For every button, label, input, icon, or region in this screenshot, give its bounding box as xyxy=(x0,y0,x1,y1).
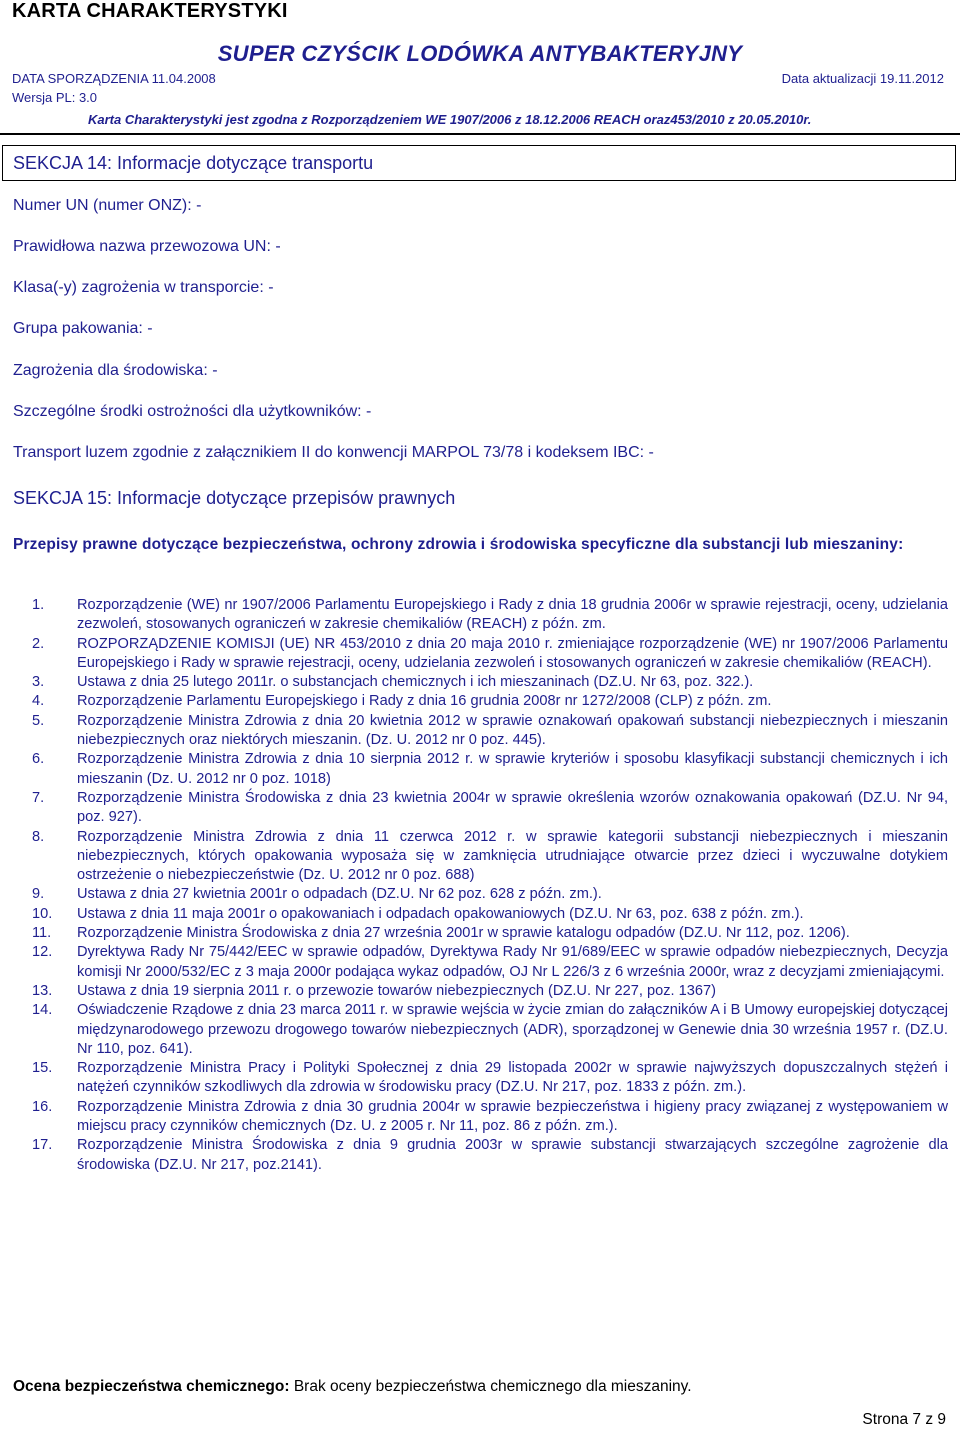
regulation-number: 8. xyxy=(32,828,45,845)
regulation-item xyxy=(32,828,948,886)
regulation-item xyxy=(32,789,948,828)
section14-title: SEKCJA 14: Informacje dotyczące transportu xyxy=(13,153,374,173)
regulation-number: 9. xyxy=(32,886,45,903)
field-bulk-transport: Transport luzem zgodnie z załącznikiem II do konwencji MARPOL 73/78 i kodeksem IBC: - xyxy=(13,444,654,461)
regulation-number: 4. xyxy=(32,693,45,710)
version-label: Wersja PL: 3.0 xyxy=(12,90,98,105)
field-packing-group: Grupa pakowania: - xyxy=(13,320,153,337)
regulation-number: 1. xyxy=(32,597,45,613)
field-environmental-hazards: Zagrożenia dla środowiska: - xyxy=(13,362,218,379)
regulation-number: 13. xyxy=(32,982,53,999)
regulation-text: Rozporządzenie Ministra Zdrowia z dnia 11 czerwca 2012 r. w sprawie kategorii substancji niebezpiecznych i mieszanin niebezpiecznych, których opakowania wyposaża się w zamknięcia utrudniające otwarcie przez dzieci i wyczuwalne dotykiem ostrzeżenie o niebezpieczeństwie (Dz. U. 2012 nr 0 poz. 688) xyxy=(77,828,948,884)
regulation-text: Ustawa z dnia 27 kwietnia 2001r o odpadach (DZ.U. Nr 62 poz. 628 z późn. zm.). xyxy=(77,886,602,903)
assessment-label: Ocena bezpieczeństwa chemicznego: xyxy=(13,1378,290,1395)
page-number: Strona 7 z 9 xyxy=(862,1411,946,1428)
regulation-text: Ustawa z dnia 19 sierpnia 2011 r. o przewozie towarów niebezpiecznych (DZ.U. Nr 227, poz. 1367) xyxy=(77,982,716,999)
regulation-text: Rozporządzenie Ministra Środowiska z dnia 9 grudnia 2003r w sprawie substancji stwarzających szczególne zagrożenie dla środowiska (DZ.U. Nr 217, poz.2141). xyxy=(77,1137,948,1173)
regulation-text: Rozporządzenie Ministra Zdrowia z dnia 10 sierpnia 2012 r. w sprawie kryteriów i sposobu klasyfikacji substancji chemicznych i ich mieszanin (Dz. U. 2012 nr 0 poz. 1018) xyxy=(77,751,948,787)
regulation-item xyxy=(32,596,948,635)
regulation-item xyxy=(32,750,948,789)
regulation-number: 17. xyxy=(32,1137,53,1154)
regulation-number: 7. xyxy=(32,789,45,806)
regulation-text: Rozporządzenie Parlamentu Europejskiego i Rady z dnia 16 grudnia 2008r nr 1272/2008 (CLP) z późn. zm. xyxy=(77,693,772,710)
section14-header xyxy=(2,145,956,181)
regulation-number: 10. xyxy=(32,905,53,922)
regulation-text: Rozporządzenie Ministra Pracy i Polityki Społecznej z dnia 29 listopada 2002r w sprawie najwyższych dopuszczalnych stężeń i natężeń czynników szkodliwych dla zdrowia w środowisku pracy (DZ.U. Nr 217, poz. 1833 z późn. zm.). xyxy=(77,1060,948,1096)
regulation-item xyxy=(32,885,948,904)
regulation-item xyxy=(32,692,948,711)
regulation-text: ROZPORZĄDZENIE KOMISJI (UE) NR 453/2010 z dnia 20 maja 2010 r. zmieniające rozporządzenie (WE) nr 1907/2006 Parlamentu Europejskiego i Rady w sprawie rejestracji, oceny, udzielania zezwoleń i stosowanych ograniczeń w zakresie chemikaliów (REACH). xyxy=(77,635,948,671)
regulation-item xyxy=(32,905,948,924)
regulation-number: 6. xyxy=(32,751,45,768)
regulation-text: Rozporządzenie Ministra Środowiska z dnia 23 kwietnia 2004r w sprawie określenia wzorów oznakowania opakowań (DZ.U. Nr 94, poz. 927). xyxy=(77,789,948,826)
document-title: KARTA CHARAKTERYSTYKI xyxy=(12,0,288,22)
regulation-text: Ustawa z dnia 11 maja 2001r o opakowaniach i odpadach opakowaniowych (DZ.U. Nr 63, poz. 638 z późn. zm.). xyxy=(77,905,804,922)
regulation-item xyxy=(32,1059,948,1098)
regulation-item xyxy=(32,982,948,1001)
regulation-item xyxy=(32,673,948,692)
regulation-item xyxy=(32,635,948,674)
regulation-number: 11. xyxy=(32,925,52,942)
product-name: SUPER CZYŚCIK LODÓWKA ANTYBAKTERYJNY xyxy=(217,41,743,66)
regulation-item xyxy=(32,1136,948,1175)
regulation-text: Rozporządzenie Ministra Środowiska z dnia 27 września 2001r w sprawie katalogu odpadów (DZ.U. Nr 112, poz. 1206). xyxy=(77,925,850,942)
regulation-text: Rozporządzenie Ministra Zdrowia z dnia 20 kwietnia 2012 w sprawie oznakowań opakowań substancji niebezpiecznych i mieszanin niebezpiecznych oraz niektórych mieszanin. (Dz. U. 2012 nr 0 poz. 445). xyxy=(77,712,948,749)
regulation-item xyxy=(32,924,948,943)
regulation-item xyxy=(32,943,948,982)
compliance-note: Karta Charakterystyki jest zgodna z Rozporządzeniem WE 1907/2006 z 18.12.2006 REACH oraz453/2010 z 20.05.2010r. xyxy=(88,112,812,127)
chemical-safety-assessment xyxy=(13,1378,692,1396)
regulations-heading: Przepisy prawne dotyczące bezpieczeństwa, ochrony zdrowia i środowiska specyficzne dla substancji lub mieszaniny: xyxy=(13,536,904,553)
regulation-text: Ustawa z dnia 25 lutego 2011r. o substancjach chemicznych i ich mieszaninach (DZ.U. Nr 63, poz. 322.). xyxy=(77,674,754,691)
field-un-number: Numer UN (numer ONZ): - xyxy=(13,197,202,214)
regulation-item xyxy=(32,712,948,751)
regulation-text: Oświadczenie Rządowe z dnia 23 marca 2011 r. w sprawie wejścia w życie zmian do załączników A i B Umowy europejskiej dotyczącej międzynarodowego przewozu drogowego towarów niebezpiecznych (ADR), sporządzonej w Genewie dnia 30 września 1957 r. (DZ.U. Nr 110, poz. 641). xyxy=(77,1002,948,1057)
dates-row xyxy=(12,71,944,86)
regulations-list xyxy=(32,596,948,1175)
regulation-number: 16. xyxy=(32,1098,53,1115)
updated-date: Data aktualizacji 19.11.2012 xyxy=(781,71,944,86)
assessment-value: Brak oceny bezpieczeństwa chemicznego dla mieszaniny. xyxy=(289,1378,692,1395)
regulation-item xyxy=(32,1098,948,1137)
regulation-text: Rozporządzenie (WE) nr 1907/2006 Parlamentu Europejskiego i Rady z dnia 18 grudnia 2006r w sprawie rejestracji, oceny, udzielania zezwoleń, stosowanych ograniczeń w zakresie chemikaliów (REACH) z późn. zm. xyxy=(77,597,948,633)
regulation-number: 5. xyxy=(32,712,45,729)
regulation-item xyxy=(32,1001,948,1059)
created-date: DATA SPORZĄDZENIA 11.04.2008 xyxy=(12,71,216,86)
regulation-number: 14. xyxy=(32,1002,53,1019)
field-user-precautions: Szczególne środki ostrożności dla użytkowników: - xyxy=(13,403,372,420)
field-shipping-name: Prawidłowa nazwa przewozowa UN: - xyxy=(13,238,281,255)
regulation-number: 15. xyxy=(32,1060,53,1077)
header-divider xyxy=(0,133,960,135)
regulation-number: 12. xyxy=(32,944,53,961)
regulation-number: 2. xyxy=(32,635,45,652)
regulation-number: 3. xyxy=(32,674,45,691)
regulation-text: Rozporządzenie Ministra Zdrowia z dnia 30 grudnia 2004r w sprawie bezpieczeństwa i higieny pracy związanej z występowaniem w miejscu pracy czynników chemicznych (Dz. U. z 2005 r. Nr 11, poz. 86 z późn. zm.). xyxy=(77,1098,948,1135)
regulation-text: Dyrektywa Rady Nr 75/442/EEC w sprawie odpadów, Dyrektywa Rady Nr 91/689/EEC w sprawie odpadów niebezpiecznych, Decyzja komisji Nr 2000/532/EC z 3 maja 2000r podająca wykaz odpadów, OJ Nr L 226/3 z 6 września 2000r, wraz z decyzjami zmieniającymi. xyxy=(77,944,948,980)
field-hazard-class: Klasa(-y) zagrożenia w transporcie: - xyxy=(13,279,274,296)
section15-title: SEKCJA 15: Informacje dotyczące przepisów prawnych xyxy=(13,488,456,508)
